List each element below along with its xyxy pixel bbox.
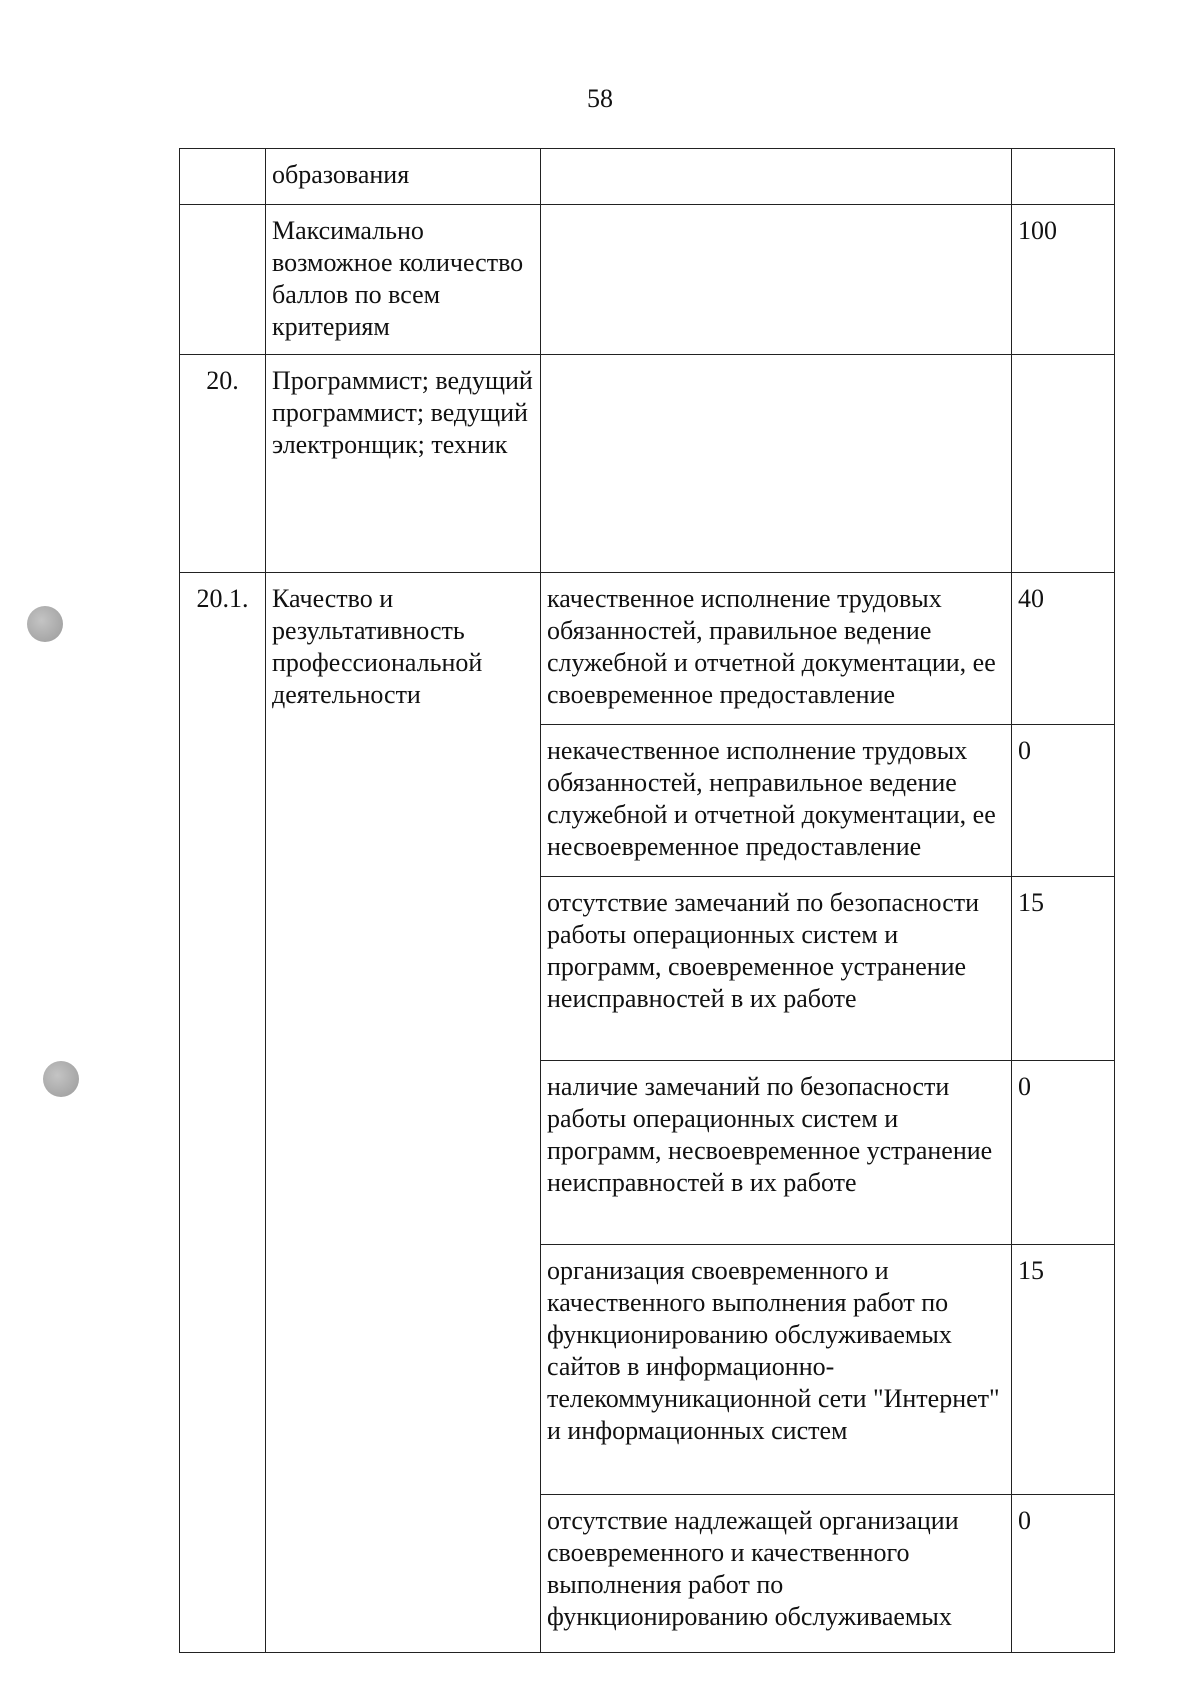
row-number-cell xyxy=(180,149,266,205)
indicator-cell: отсутствие замечаний по безопасности работы операционных систем и программ, своевременное устранение неисправностей в их работе xyxy=(541,877,1012,1061)
indicator-cell: некачественное исполнение трудовых обязанностей, неправильное ведение служебной и отчетной документации, ее несвоевременное предоставление xyxy=(541,725,1012,877)
indicator-cell xyxy=(541,205,1012,355)
row-number-cell: 20. xyxy=(180,355,266,573)
criterion-name-cell: Максимально возможное количество баллов по всем критериям xyxy=(266,205,541,355)
score-cell xyxy=(1012,149,1115,205)
indicator-cell: отсутствие надлежащей организации своевременного и качественного выполнения работ по функционированию обслуживаемых xyxy=(541,1495,1012,1653)
table-row xyxy=(180,355,1115,573)
criterion-name-cell: образования xyxy=(266,149,541,205)
criteria-table xyxy=(179,148,1115,1653)
score-cell: 0 xyxy=(1012,1061,1115,1245)
score-cell: 100 xyxy=(1012,205,1115,355)
indicator-cell xyxy=(541,355,1012,573)
indicator-cell: наличие замечаний по безопасности работы операционных систем и программ, несвоевременное устранение неисправностей в их работе xyxy=(541,1061,1012,1245)
score-cell xyxy=(1012,355,1115,573)
indicator-cell: качественное исполнение трудовых обязанностей, правильное ведение служебной и отчетной документации, ее своевременное предоставление xyxy=(541,573,1012,725)
score-cell: 15 xyxy=(1012,1245,1115,1495)
row-number-cell xyxy=(180,205,266,355)
table-row xyxy=(180,149,1115,205)
score-cell: 0 xyxy=(1012,725,1115,877)
table-row xyxy=(180,205,1115,355)
punch-hole-mark xyxy=(43,1061,79,1097)
table-row xyxy=(180,573,1115,725)
indicator-cell xyxy=(541,149,1012,205)
page-number: 58 xyxy=(587,84,613,113)
criterion-name-cell: Качество и результативность профессиональной деятельности xyxy=(266,573,541,1653)
punch-hole-mark xyxy=(27,606,63,642)
score-cell: 0 xyxy=(1012,1495,1115,1653)
criterion-name-cell: Программист; ведущий программист; ведущий электронщик; техник xyxy=(266,355,541,573)
indicator-cell: организация своевременного и качественного выполнения работ по функционированию обслуживаемых сайтов в информационно-телекоммуникационной сети "Интернет" и информационных систем xyxy=(541,1245,1012,1495)
score-cell: 15 xyxy=(1012,877,1115,1061)
score-cell: 40 xyxy=(1012,573,1115,725)
row-number-cell: 20.1. xyxy=(180,573,266,1653)
